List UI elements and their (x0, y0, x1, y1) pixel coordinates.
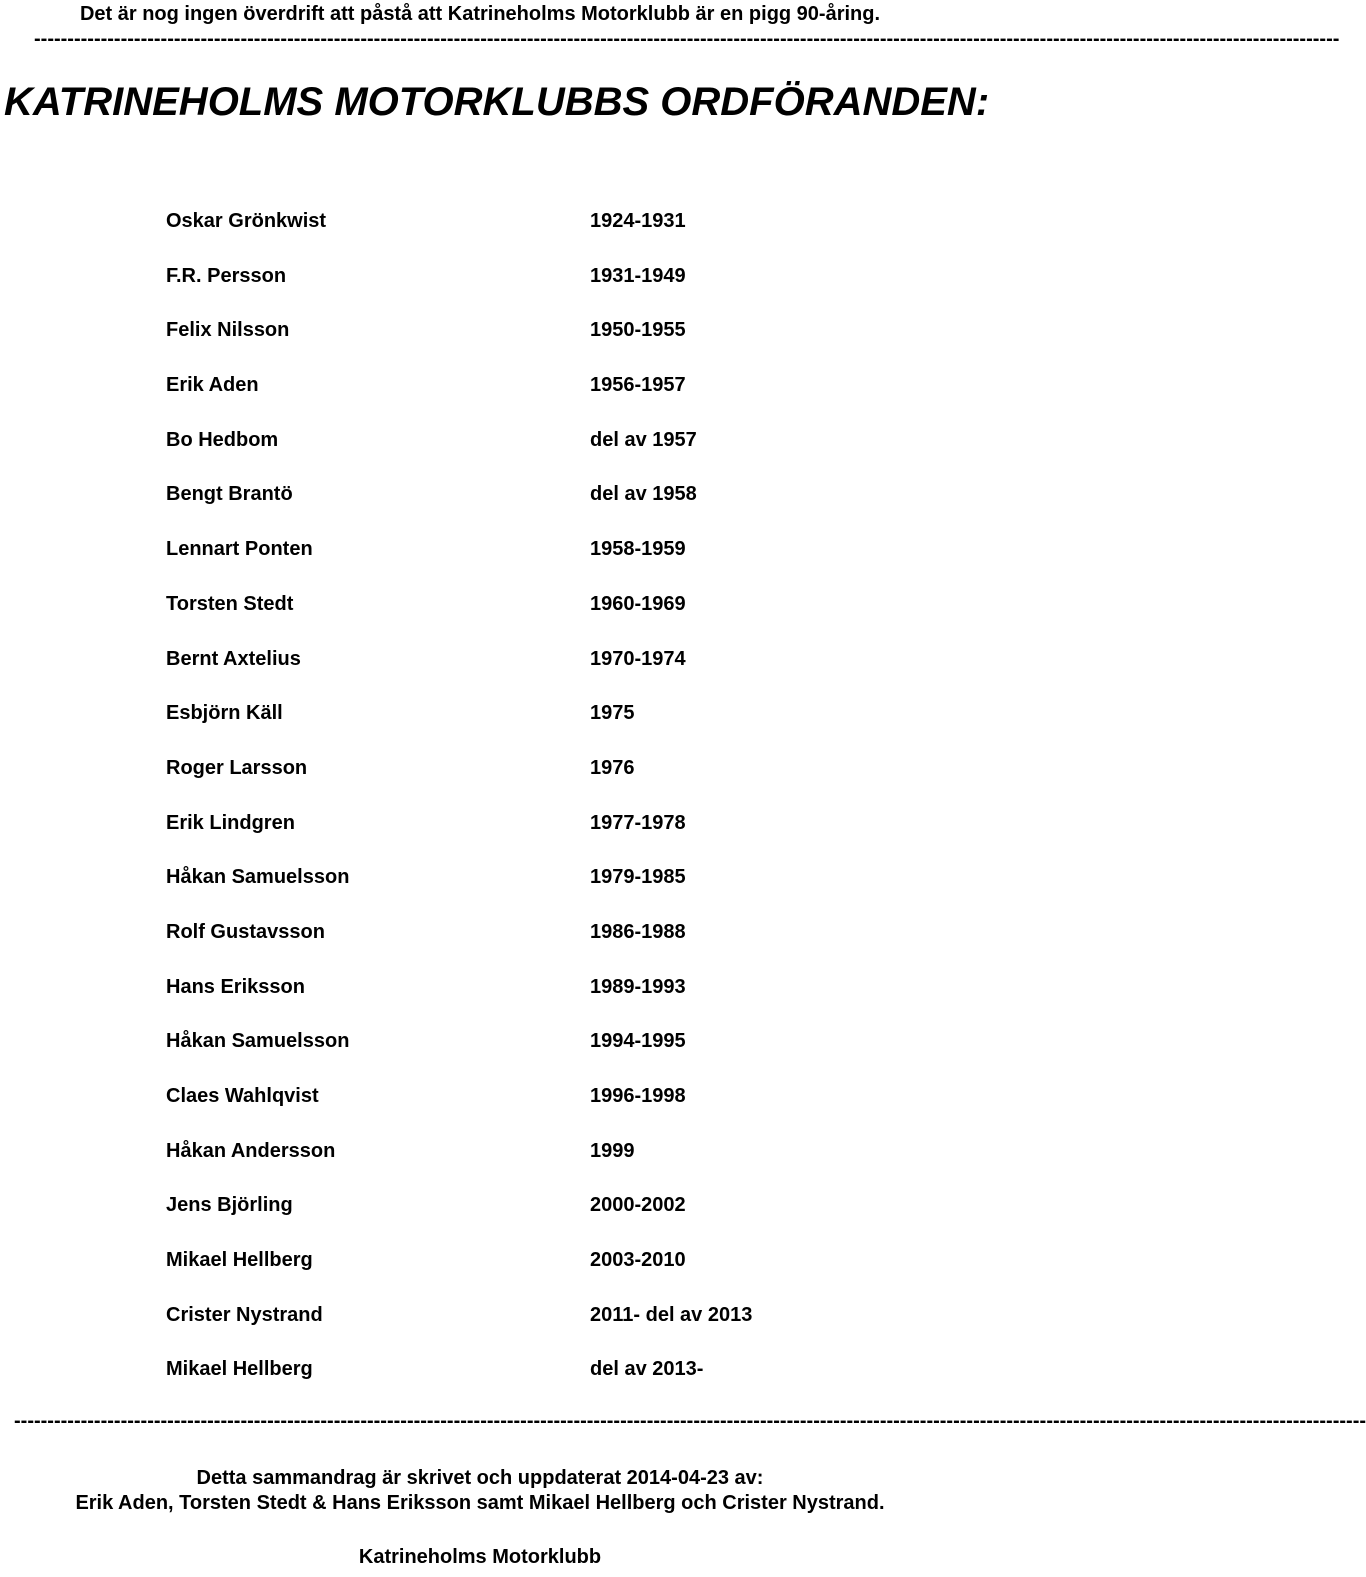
chairperson-name: Oskar Grönkwist (166, 210, 327, 232)
chairperson-row (166, 905, 866, 960)
separator-bottom: ----------------------------------------------------------------------------------------------------------------------------------------------------------------------------------------------------------- (14, 1410, 1366, 1432)
chairperson-period: 1989-1993 (590, 975, 686, 998)
chairperson-period: 1977-1978 (590, 811, 686, 834)
chairperson-row (166, 741, 866, 796)
chairperson-name: Håkan Samuelsson (166, 866, 350, 889)
chairperson-row (166, 1178, 866, 1233)
chairperson-name: Håkan Samuelsson (166, 1030, 350, 1053)
chairperson-name: Roger Larsson (166, 756, 308, 779)
chairperson-name: Mikael Hellberg (166, 1358, 313, 1381)
chairperson-name: Bo Hedbom (166, 428, 279, 451)
chairperson-period: 1996-1998 (590, 1085, 686, 1107)
chairperson-row (166, 522, 866, 577)
chairperson-row (166, 1124, 866, 1179)
chairperson-name: Hans Eriksson (166, 975, 305, 998)
chairperson-period: 2000-2002 (590, 1194, 686, 1217)
chairperson-row (166, 413, 866, 468)
chairperson-name: Rolf Gustavsson (166, 920, 325, 943)
chairperson-period: 1958-1959 (590, 538, 686, 561)
chairperson-name: Crister Nystrand (166, 1303, 323, 1326)
summary-line-1: Detta sammandrag är skrivet och uppdaterat 2014-04-23 av: (196, 1467, 764, 1489)
chairperson-period: 1999 (590, 1139, 635, 1162)
chairperson-row (166, 467, 866, 522)
chairperson-period: 1956-1957 (590, 374, 686, 397)
chairperson-period: 1994-1995 (590, 1030, 686, 1053)
chairperson-name: Lennart Ponten (166, 538, 313, 561)
chairperson-name: Erik Aden (166, 374, 259, 397)
chairperson-row (166, 796, 866, 851)
chairperson-period: 1975 (590, 702, 635, 725)
chairperson-row (166, 577, 866, 632)
chairperson-period: 1924-1931 (590, 210, 686, 232)
chairperson-period: 1931-1949 (590, 264, 686, 287)
chairperson-row (166, 1342, 866, 1397)
chairperson-name: F.R. Persson (166, 264, 287, 287)
chairperson-period: 1986-1988 (590, 920, 686, 943)
chairperson-row (166, 194, 866, 249)
chairperson-period: 2011- del av 2013 (590, 1303, 753, 1326)
chairperson-period: 1970-1974 (590, 647, 686, 670)
separator-top: ---------------------------------------------------------------------------------------------------------------------------------------------------------------------------------------------------- (34, 28, 1340, 50)
chairperson-row (166, 1233, 866, 1288)
chairperson-list (166, 194, 866, 1397)
chairperson-period: del av 2013- (590, 1358, 704, 1381)
chairperson-row (166, 249, 866, 304)
chairperson-name: Claes Wahlqvist (166, 1085, 319, 1107)
chairperson-name: Håkan Andersson (166, 1139, 336, 1162)
summary (0, 1466, 960, 1516)
chairperson-period: 1950-1955 (590, 319, 686, 342)
chairperson-row (166, 358, 866, 413)
chairperson-name: Bengt Brantö (166, 483, 293, 506)
chairperson-name: Jens Björling (166, 1194, 293, 1217)
chairperson-row (166, 960, 866, 1015)
chairperson-period: 1979-1985 (590, 866, 686, 889)
chairperson-name: Erik Lindgren (166, 811, 295, 834)
chairperson-name: Bernt Axtelius (166, 647, 301, 670)
chairperson-name: Felix Nilsson (166, 319, 290, 342)
chairperson-name: Esbjörn Käll (166, 702, 283, 725)
chairperson-row (166, 850, 866, 905)
summary-line-2: Erik Aden, Torsten Stedt & Hans Eriksson samt Mikael Hellberg och Crister Nystrand. (75, 1492, 885, 1514)
page-title: KATRINEHOLMS MOTORKLUBBS ORDFÖRANDEN: (4, 80, 990, 124)
chairperson-row (166, 1014, 866, 1069)
club-name: Katrineholms Motorklubb (358, 1546, 602, 1568)
chairperson-period: del av 1957 (590, 428, 697, 451)
intro-text: Det är nog ingen överdrift att påstå att Katrineholms Motorklubb är en pigg 90-åring. (79, 3, 881, 25)
chairperson-period: 1976 (590, 756, 635, 779)
chairperson-name: Mikael Hellberg (166, 1249, 313, 1272)
chairperson-period: 1960-1969 (590, 592, 686, 615)
chairperson-period: del av 1958 (590, 483, 697, 506)
chairperson-row (166, 1069, 866, 1124)
chairperson-row (166, 1288, 866, 1343)
chairperson-name: Torsten Stedt (166, 592, 294, 615)
chairperson-row (166, 303, 866, 358)
chairperson-row (166, 632, 866, 687)
chairperson-row (166, 686, 866, 741)
chairperson-period: 2003-2010 (590, 1249, 686, 1272)
